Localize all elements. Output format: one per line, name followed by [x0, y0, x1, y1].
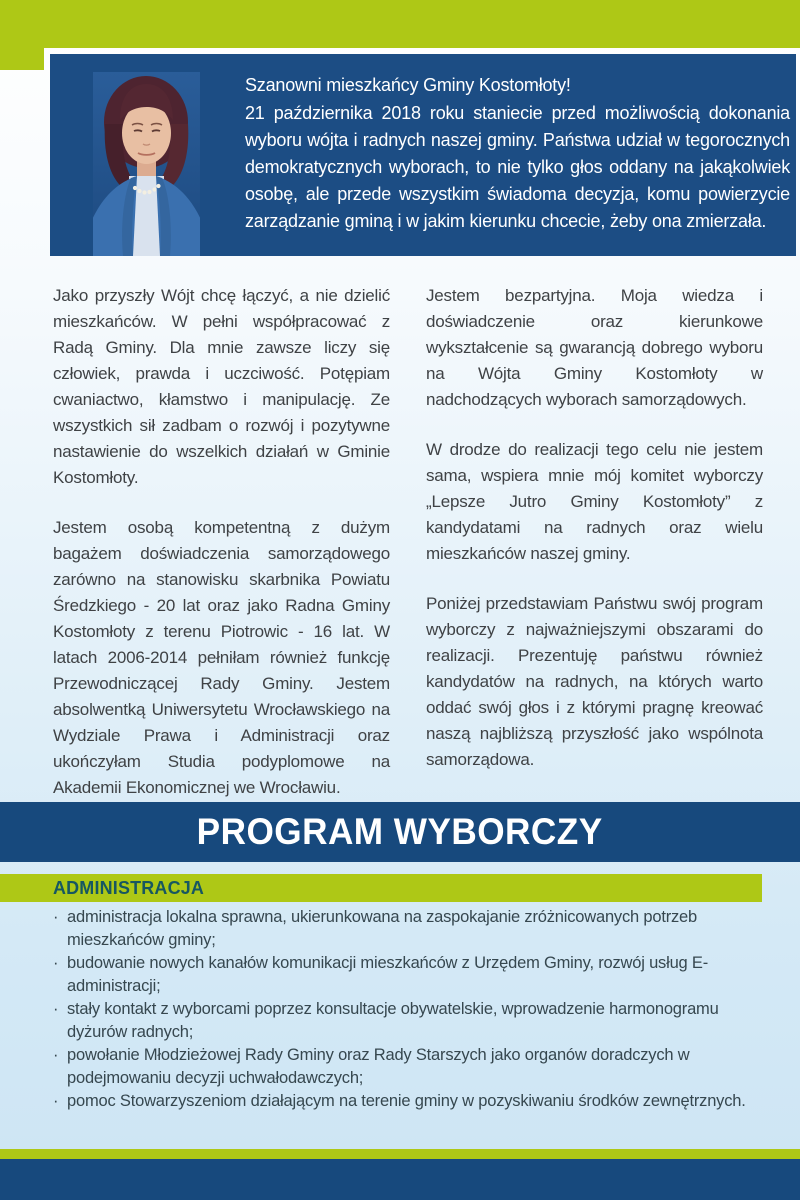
header-box — [50, 54, 796, 256]
list-item — [53, 906, 765, 952]
header-text-block — [245, 72, 790, 235]
bullet-marker: · — [53, 954, 59, 972]
intro-right-column — [426, 283, 763, 849]
intro-left-paragraph-2: Jestem osobą kompetentną z dużym bagażem doświadczenia samorządowego zarówno na stanowisku skarbnika Powiatu Średzkiego - 20 lat oraz jako Radna Gminy Kostomłoty z terenu Piotrowic - 16 lat. W latach 2006-2014 pełniłam również funkcję Przewodniczącej Rady Gminy. Jestem absolwentką Uniwersytetu Wrocławskiego na Wydziale Prawa i Administracji oraz ukończyłam Studia podyplomowe na Akademii Ekonomicznej we Wrocławiu. — [53, 518, 390, 797]
bullet-marker: · — [53, 1000, 59, 1018]
header-message: 21 października 2018 roku staniecie przed możliwością dokonania wyboru wójta i radnych naszej gminy. Państwa udział w tegorocznych demokratycznych wyborach, to nie tylko głos oddany na jakąkolwiek osobę, ale przede wszystkim świadoma decyzja, komu powierzycie zarządzanie gminą i w jakim kierunku chcecie, żeby ona zmierzała. — [245, 103, 790, 231]
administration-section-header — [0, 874, 762, 902]
list-item-text: budowanie nowych kanałów komunikacji mieszkańców z Urzędem Gminy, rozwój usług E-administracji; — [67, 954, 709, 995]
intro-left-column — [53, 283, 390, 849]
list-item — [53, 998, 765, 1044]
list-item — [53, 1090, 765, 1113]
candidate-portrait-illustration — [93, 72, 200, 256]
list-item — [53, 1044, 765, 1090]
intro-columns — [53, 283, 763, 849]
intro-right-paragraph-1: Jestem bezpartyjna. Moja wiedza i doświadczenie oraz kierunkowe wykształcenie są gwarancją dobrego wyboru na Wójta Gminy Kostomłoty w nadchodzących wyborach samorządowych. — [426, 286, 763, 409]
bottom-navy-band — [0, 1159, 800, 1200]
list-item-text: pomoc Stowarzyszeniom działającym na terenie gminy w pozyskiwaniu środków zewnętrznych. — [67, 1092, 746, 1110]
bullet-marker: · — [53, 908, 59, 926]
bottom-green-band — [0, 1149, 800, 1159]
administration-section-title: ADMINISTRACJA — [53, 877, 205, 898]
bullet-marker: · — [53, 1092, 59, 1110]
list-item-text: stały kontakt z wyborcami poprzez konsultacje obywatelskie, wprowadzenie harmonogramu dyżurów radnych; — [67, 1000, 719, 1041]
list-item — [53, 952, 765, 998]
list-item-text: administracja lokalna sprawna, ukierunkowana na zaspokajanie zróżnicowanych potrzeb mieszkańców gminy; — [67, 908, 698, 949]
candidate-photo — [93, 72, 200, 256]
list-item-text: powołanie Młodzieżowej Rady Gminy oraz Rady Starszych jako organów doradczych w podejmowaniu decyzji uchwałodawczych; — [67, 1046, 690, 1087]
program-banner-title: PROGRAM WYBORCZY — [197, 811, 603, 852]
top-green-band — [0, 0, 800, 48]
program-banner — [0, 802, 800, 862]
header-greeting: Szanowni mieszkańcy Gminy Kostomłoty! — [245, 75, 571, 95]
top-green-corner — [0, 0, 44, 70]
bullet-marker: · — [53, 1046, 59, 1064]
administration-bullet-list — [53, 906, 765, 1113]
intro-left-paragraph-1: Jako przyszły Wójt chcę łączyć, a nie dzielić mieszkańców. W pełni współpracować z Radą Gminy. Dla mnie zawsze liczy się człowiek, prawda i uczciwość. Potępiam cwaniactwo, kłamstwo i manipulację. Ze wszystkich sił zadbam o rozwój i pozytywne nastawienie do wszelkich działań w Gminie Kostomłoty. — [53, 286, 390, 487]
intro-right-paragraph-2: W drodze do realizacji tego celu nie jestem sama, wspiera mnie mój komitet wyborczy „Lepsze Jutro Gminy Kostomłoty” z kandydatami na radnych oraz wielu mieszkańców naszej gminy. — [426, 440, 763, 563]
intro-right-paragraph-3: Poniżej przedstawiam Państwu swój program wyborczy z najważniejszymi obszarami do realizacji. Prezentuję państwu również kandydatów na radnych, na których warto oddać swój głos i z którymi pragnę kreować naszą najbliższą przyszłość jako wspólnota samorządowa. — [426, 594, 763, 769]
